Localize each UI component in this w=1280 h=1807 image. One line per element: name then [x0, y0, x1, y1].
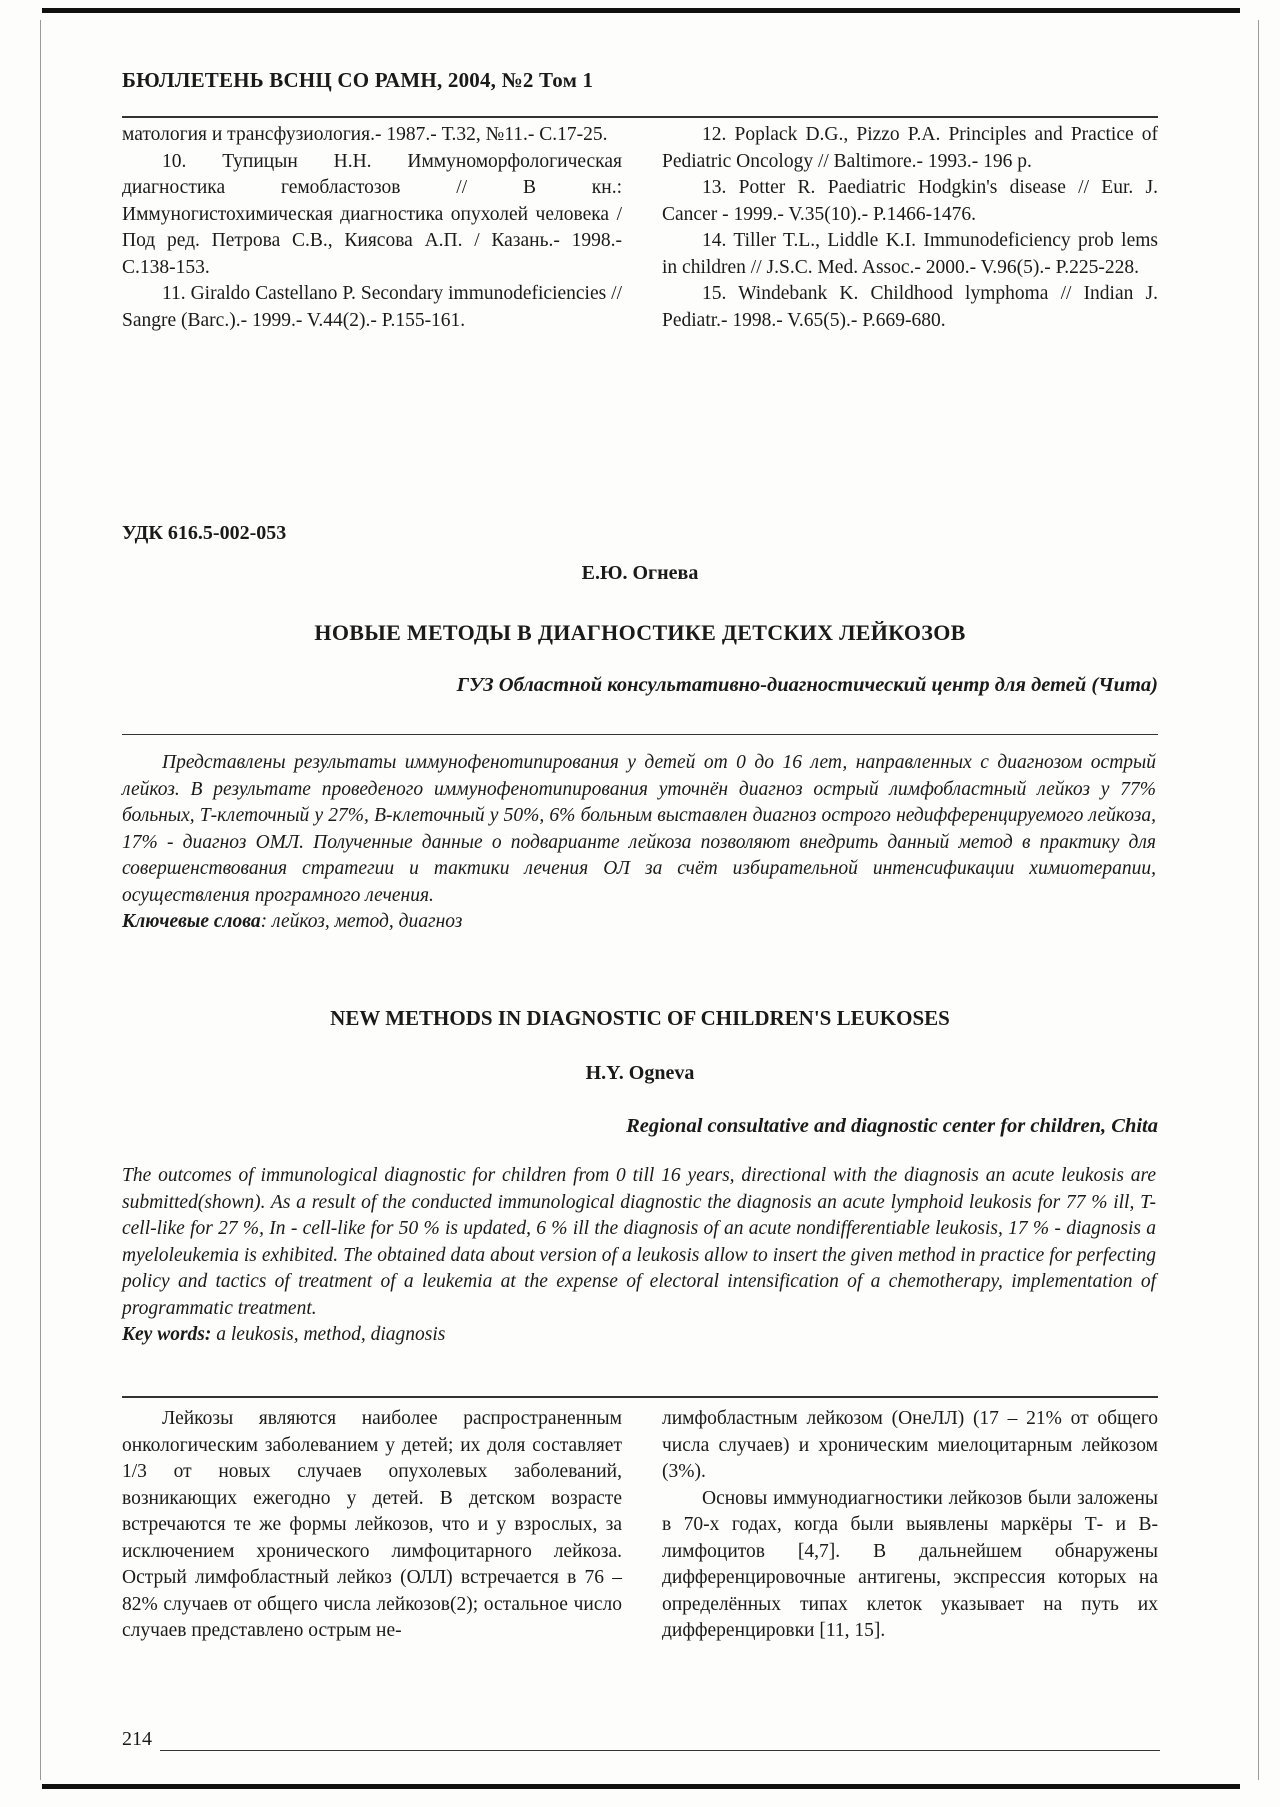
abstract-ru-text: Представлены результаты иммунофенотипирования у детей от 0 до 16 лет, направленных с диагнозом острый лейкоз. В результате проведеного иммунофенотипирования уточнён диагноз острый лимфобластный лейкоз у 77% больных, Т-клеточный у 27%, В-клеточный у 50%, 6% больным выставлен диагноз острого недифференцируемого лейкоза, 17% - диагноз ОМЛ. Полученные данные о подварианте лейкоза позволяют внедрить данный метод в практику для совершенствования стратегии и тактики лечения ОЛ за счёт избирательной интенсификации химиотерапии, осуществления програмного лечения.	[122, 752, 1156, 906]
reference-item: 10. Тупицын Н.Н. Иммуноморфологическая диагностика гемобластозов // В кн.: Иммуногистохимическая диагностика опухолей человека / Под ред. Петрова С.В., Киясова А.П. / Казань.- 1998.- С.138-153.	[122, 150, 622, 278]
scan-left-edge	[40, 20, 41, 1780]
keywords-ru	[122, 909, 1156, 936]
author-en: H.Y. Ogneva	[585, 1062, 695, 1084]
references-left-column	[122, 122, 622, 334]
body-paragraph: Основы иммунодиагностики лейкозов были заложены в 70-х годах, когда были выявлены маркёры Т- и В-лимфоцитов [4,7]. В дальнейшем обнаружены дифференцировочные антигены, экспрессия которых на определённых типах клеток указывает на путь их дифференцировки [11, 15].	[662, 1487, 1158, 1641]
reference-item: матология и трансфузиология.- 1987.- Т.32, №11.- С.17-25.	[122, 124, 608, 145]
top-border-rule	[42, 8, 1240, 13]
udk-code: УДК 616.5-002-053	[122, 522, 287, 544]
reference-item: 12. Poplack D.G., Pizzo P.A. Principles and Practice of Pediatric Oncology // Baltimore.- 1993.- 196 p.	[662, 124, 1158, 172]
keywords-en	[122, 1322, 1156, 1349]
reference-item: 14. Tiller T.L., Liddle K.I. Immunodeficiency prob lems in children // J.S.C. Med. Assoc.- 2000.- V.96(5).- P.225-228.	[662, 230, 1158, 278]
keywords-en-label: Key words:	[122, 1324, 212, 1345]
body-left-column	[122, 1406, 622, 1645]
institution-en: Regional consultative and diagnostic center for children, Chita	[626, 1115, 1158, 1137]
scan-right-edge	[1258, 20, 1259, 1780]
abstract-en-text: The outcomes of immunological diagnostic for children from 0 till 16 years, directional with the diagnosis an acute leukosis are submitted(shown). As a result of the conducted immunological diagnostic the diagnosis an acute lymphoid leukosis for 77 % ill, T-cell-like for 27 %, In - cell-like for 50 % is updated, 6 % ill the diagnosis of an acute nondifferentiable leukosis, 17 % - diagnosis a myeloleukemia is exhibited. The obtained data about version of a leukosis allow to insert the given method in practice for perfecting policy and tactics of treatment of a leukemia at the expense of electoral intensification of a chemotherapy, implementation of programmatic treatment.	[122, 1165, 1156, 1319]
article-title-en: NEW METHODS IN DIAGNOSTIC OF CHILDREN'S LEUKOSES	[330, 1006, 950, 1030]
reference-item: 13. Potter R. Paediatric Hodgkin's disease // Eur. J. Cancer - 1999.- V.35(10).- P.1466-1476.	[662, 177, 1158, 225]
page-number: 214	[122, 1728, 152, 1750]
author-ru: Е.Ю. Огнева	[581, 562, 699, 584]
keywords-ru-label: Ключевые слова	[122, 911, 261, 932]
abstract-rule-top	[122, 734, 1158, 735]
body-right-column	[662, 1406, 1158, 1645]
body-paragraph: лимфобластным лейкозом (ОнеЛЛ) (17 – 21% от общего числа случаев) и хроническим миелоцитарным лейкозом (3%).	[662, 1408, 1158, 1482]
abstract-en	[122, 1163, 1156, 1349]
keywords-en-text: a leukosis, method, diagnosis	[211, 1324, 446, 1345]
body-paragraph: Лейкозы являются наиболее распространенным онкологическим заболеванием у детей; их доля составляет 1/3 от новых случаев опухолевых заболеваний, возникающих ежегодно у детей. В детском возрасте встречаются те же формы лейкозов, что и у взрослых, за исключением хронического лимфоцитарного лейкоза. Острый лимфобластный лейкоз (ОЛЛ) встречается в 76 – 82% случаев от общего числа лейкозов(2); остальное число случаев представлено острым не-	[122, 1408, 622, 1641]
abstract-ru	[122, 750, 1156, 936]
bottom-border-rule	[42, 1784, 1240, 1789]
body-rule-top	[122, 1396, 1158, 1398]
footer-rule	[160, 1750, 1160, 1751]
header-rule	[122, 116, 1158, 118]
article-title-ru: НОВЫЕ МЕТОДЫ В ДИАГНОСТИКЕ ДЕТСКИХ ЛЕЙКОЗОВ	[314, 620, 966, 645]
journal-header: БЮЛЛЕТЕНЬ ВСНЦ СО РАМН, 2004, №2 Том 1	[122, 68, 594, 92]
reference-item: 11. Giraldo Castellano P. Secondary immunodeficiencies // Sangre (Barc.).- 1999.- V.44(2).- P.155-161.	[122, 283, 622, 331]
keywords-ru-text: : лейкоз, метод, диагноз	[260, 911, 463, 932]
reference-item: 15. Windebank K. Childhood lymphoma // Indian J. Pediatr.- 1998.- V.65(5).- P.669-680.	[662, 283, 1158, 331]
institution-ru: ГУЗ Областной консультативно-диагностический центр для детей (Чита)	[456, 674, 1158, 696]
references-right-column	[662, 122, 1158, 334]
